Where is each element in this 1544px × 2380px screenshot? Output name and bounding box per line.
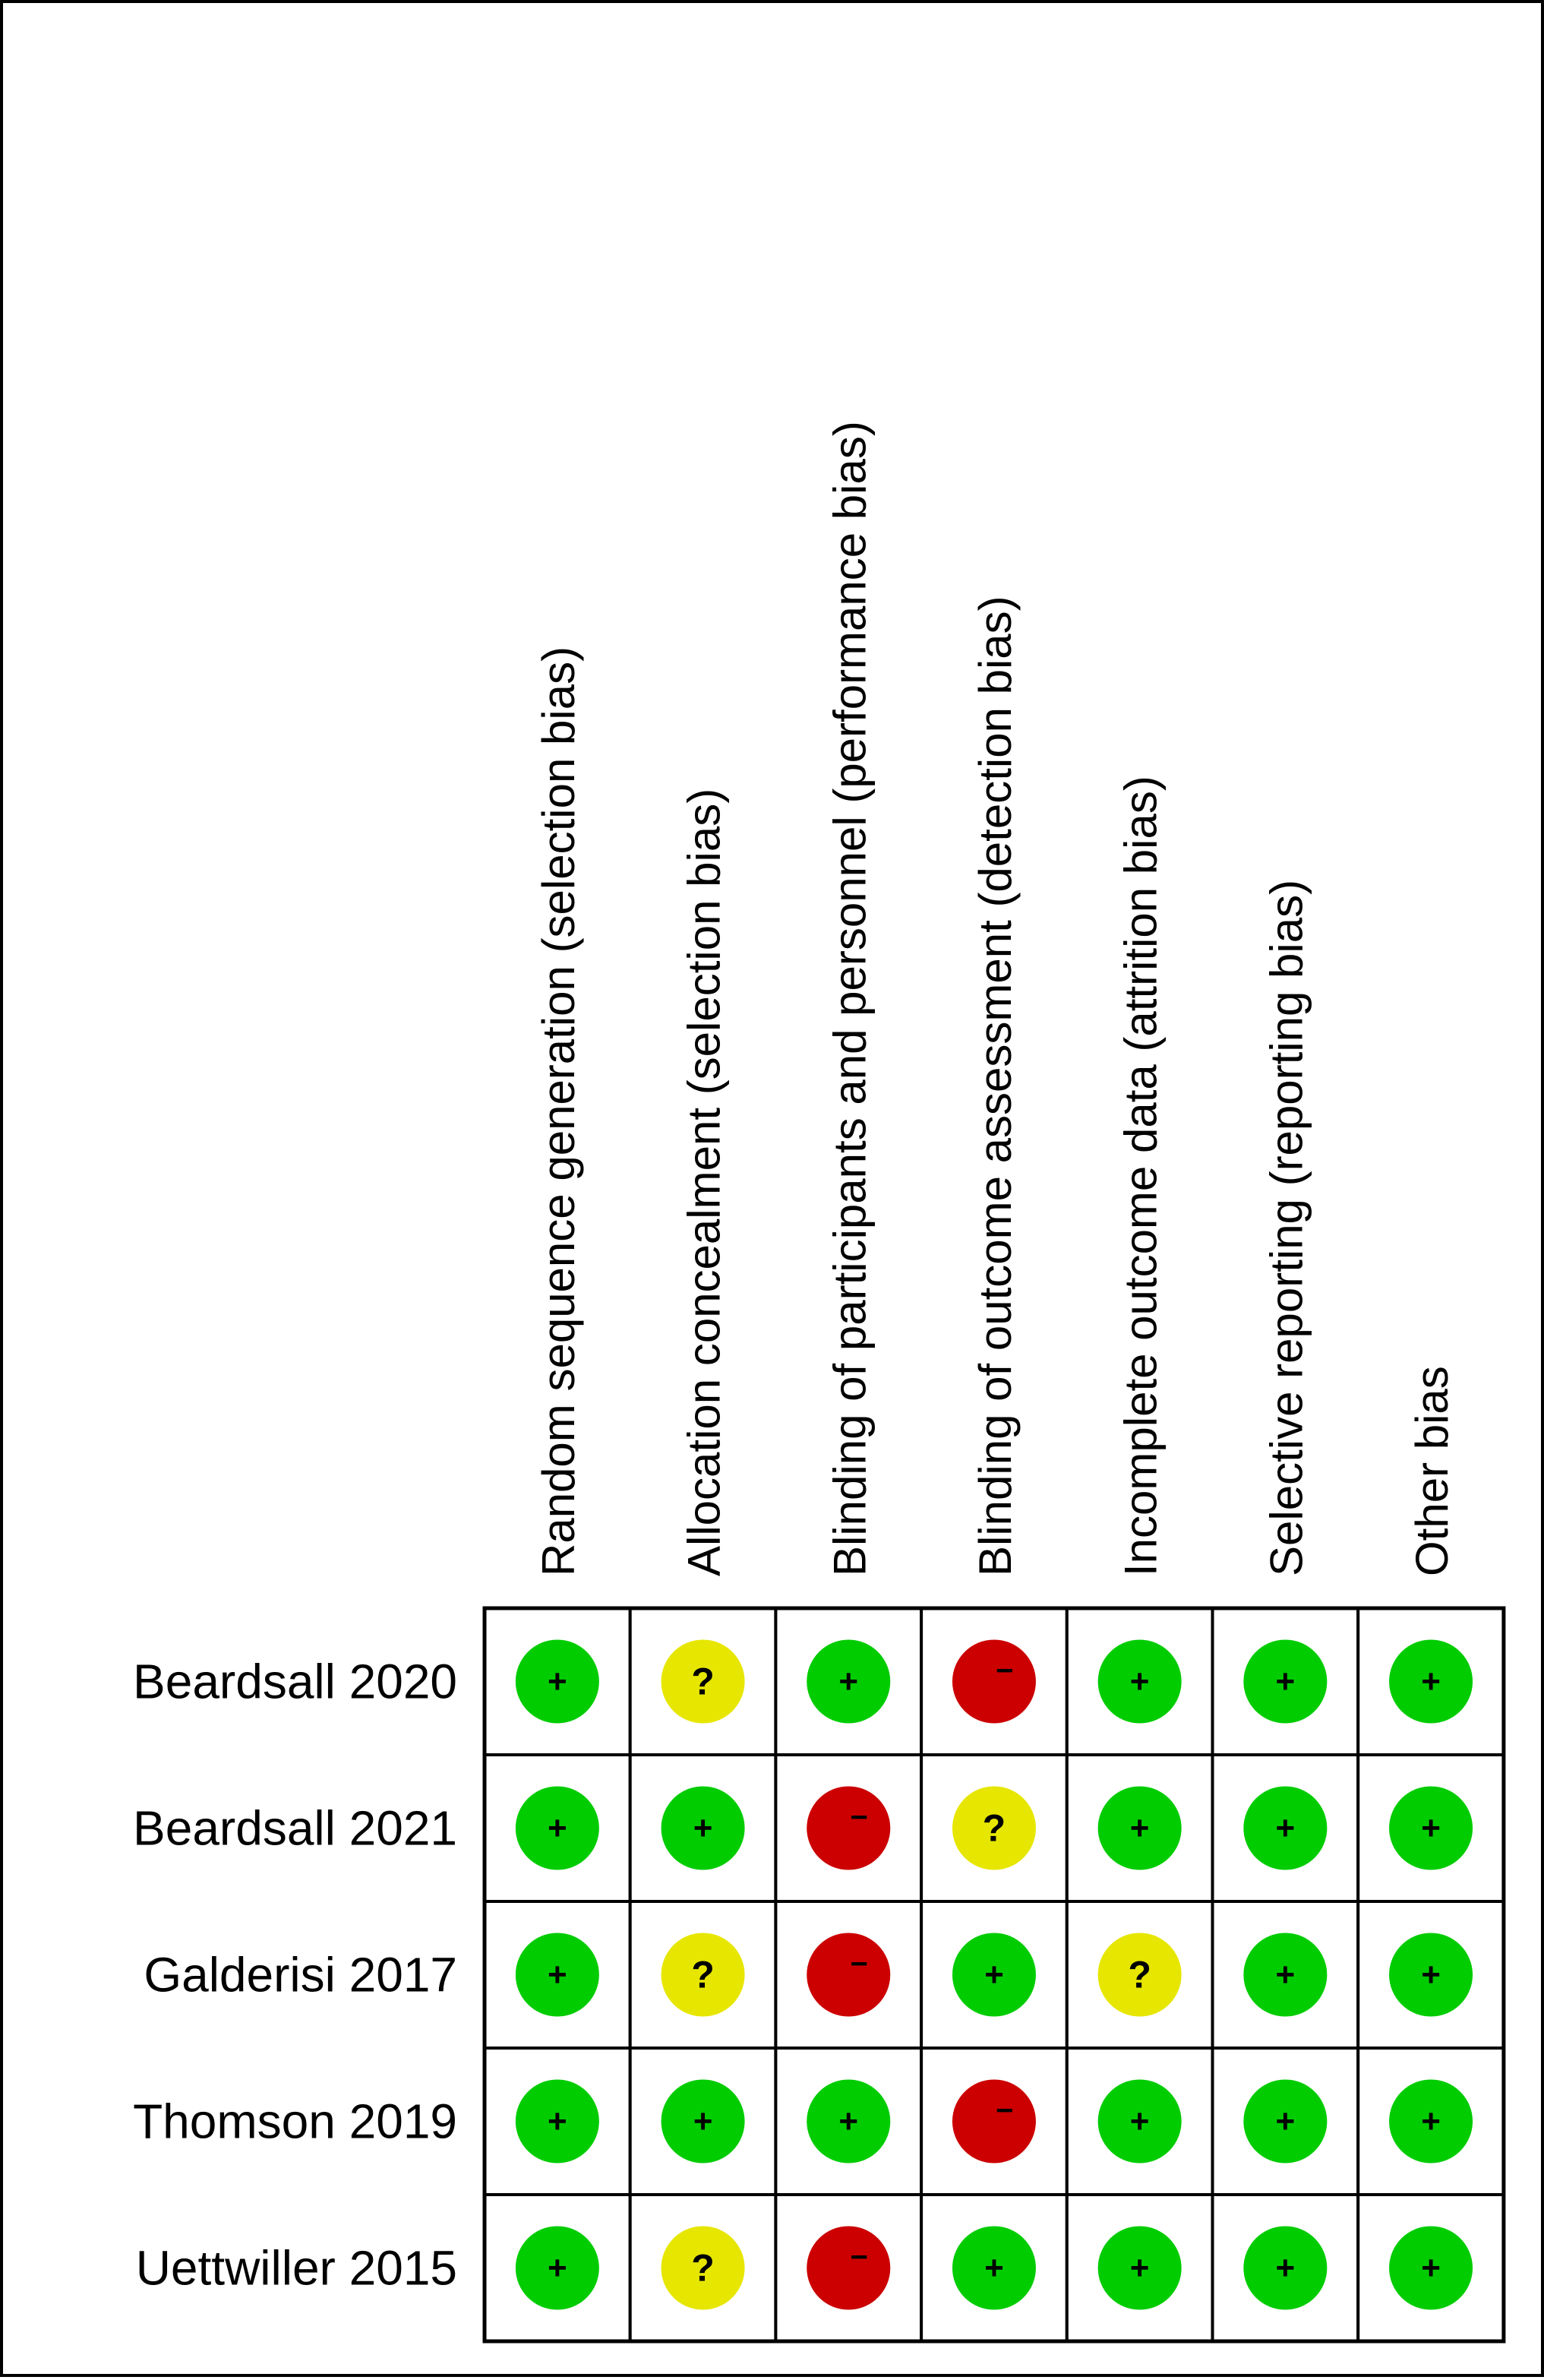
rating-low-symbol: + (693, 2103, 713, 2140)
column-header-blinding-of-outcome-assessment: Blinding of outcome assessment (detection bias) (969, 596, 1021, 1576)
rating-low-symbol: + (838, 2103, 859, 2140)
rating-low-symbol: + (1129, 1809, 1150, 1847)
rating-high-symbol: − (850, 1800, 868, 1835)
rating-low-symbol: + (1421, 1956, 1441, 1993)
rating-high-symbol: − (850, 2240, 868, 2274)
rating-low-symbol: + (838, 1663, 859, 1700)
study-label: Galderisi 2017 (144, 1947, 457, 2002)
study-label: Beardsall 2021 (133, 1800, 457, 1856)
rating-low-symbol: + (547, 1956, 567, 1993)
rating-low-symbol: + (547, 2249, 567, 2287)
rating-low-symbol: + (1275, 1663, 1296, 1700)
study-label: Uettwiller 2015 (135, 2240, 457, 2296)
rating-high-dot (952, 2080, 1036, 2163)
column-header-other-bias: Other bias (1407, 1366, 1458, 1576)
column-header-selective-reporting: Selective reporting (reporting bias) (1261, 879, 1312, 1576)
rating-low-symbol: + (547, 1809, 567, 1847)
rating-low-symbol: + (1275, 2103, 1296, 2140)
rating-low-symbol: + (1275, 1809, 1296, 1847)
rating-high-dot (807, 1933, 890, 2017)
rating-low-symbol: + (1421, 2103, 1441, 2140)
rating-unclear-symbol: ? (691, 1660, 715, 1703)
rating-unclear-symbol: ? (1128, 1953, 1151, 1996)
rating-grid (485, 1608, 1504, 2341)
rating-low-symbol: + (1421, 1663, 1441, 1700)
rating-low-symbol: + (1129, 2249, 1150, 2287)
rating-low-symbol: + (547, 2103, 567, 2140)
rating-low-symbol: + (1129, 2103, 1150, 2140)
column-header-allocation-concealment: Allocation concealment (selection bias) (678, 788, 730, 1576)
rating-low-symbol: + (984, 1956, 1004, 1993)
rating-high-symbol: − (996, 2094, 1014, 2128)
rating-high-symbol: − (850, 1947, 868, 1981)
rating-low-symbol: + (1421, 2249, 1441, 2287)
risk-of-bias-summary (3, 3, 1544, 2380)
rating-low-symbol: + (1275, 1956, 1296, 1993)
column-header-random-sequence-generation: Random sequence generation (selection bias) (532, 646, 584, 1576)
rating-low-symbol: + (1421, 1809, 1441, 1847)
rating-high-symbol: − (996, 1654, 1014, 1688)
rating-high-dot (807, 1787, 890, 1870)
column-header-incomplete-outcome-data: Incomplete outcome data (attrition bias) (1115, 776, 1167, 1576)
rating-low-symbol: + (1129, 1663, 1150, 1700)
column-headers (533, 421, 1457, 1576)
rating-high-dot (807, 2227, 890, 2310)
rating-low-symbol: + (693, 1809, 713, 1847)
rating-unclear-symbol: ? (982, 1806, 1006, 1850)
rating-low-symbol: + (547, 1663, 567, 1700)
rating-unclear-symbol: ? (691, 1953, 715, 1996)
rating-high-dot (952, 1640, 1036, 1724)
rating-low-symbol: + (984, 2249, 1004, 2287)
rating-unclear-symbol: ? (691, 2246, 715, 2290)
study-label: Thomson 2019 (133, 2094, 457, 2149)
study-labels (133, 1655, 457, 2296)
rating-low-symbol: + (1275, 2249, 1296, 2287)
column-header-blinding-of-participants-and-personnel: Blinding of participants and personnel (performance bias) (824, 421, 876, 1576)
study-label: Beardsall 2020 (133, 1654, 457, 1709)
